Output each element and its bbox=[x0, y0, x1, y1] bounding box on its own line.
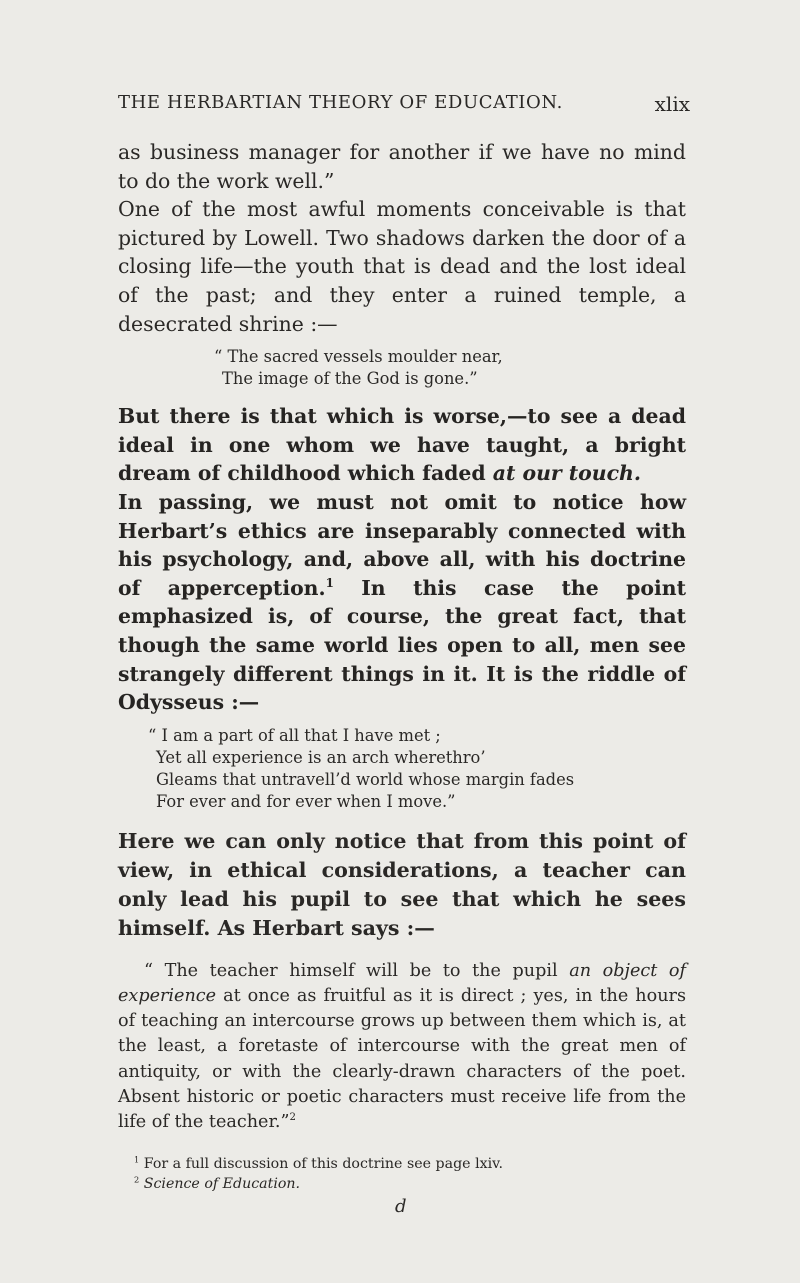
verse-quote-lowell bbox=[118, 346, 686, 390]
paragraph-4-text-end: In this case the point emphasized is, of course, the great fact, that though the same world lies open to all, men see strangely different things in it. It is the riddle of Odysseus :— bbox=[118, 575, 686, 715]
verse-line: “ The sacred vessels moulder near, bbox=[214, 347, 503, 367]
herbart-quote-italic: an object of experience bbox=[118, 960, 686, 1006]
footnote-2-mark: 2 bbox=[134, 1174, 140, 1185]
paragraph-1: as business manager for another if we have no mind to do the work well.” bbox=[118, 140, 686, 193]
paragraph-5: Here we can only notice that from this point of view, in ethical considerations, a teacher can only lead his pupil to see that which he sees himself. As Herbart says :— bbox=[118, 828, 686, 940]
paragraph-3-text: But there is that which is worse,—to see a dead ideal in one whom we have taught, a bright dream of childhood which faded bbox=[118, 404, 686, 486]
paragraph-3 bbox=[118, 402, 686, 488]
paragraph-4-text-start: In passing, we must not omit to notice how Herbart’s ethics are inseparably connected with his psychology, and, above all, with his doctrine of apperception. bbox=[118, 489, 686, 600]
paragraph-2: One of the most awful moments conceivable is that pictured by Lowell. Two shadows darken the door of a closing life—the youth that is dead and the lost ideal of the past; and they enter a ruined temple, a desecrated shrine :— bbox=[118, 197, 686, 336]
verse-quote-odysseus bbox=[118, 725, 686, 813]
footnote-ref-1: 1 bbox=[325, 575, 334, 590]
verse-line: Yet all experience is an arch wherethro’ bbox=[156, 747, 486, 767]
footnote-1-mark: 1 bbox=[134, 1154, 140, 1165]
herbart-quote-text-b: at once as fruitful as it is direct ; yes, in the hours of teaching an intercourse grows up between them which is, at the least, a foretaste of intercourse with the great men of antiquity, or with the clearly-drawn characters of the poet. Absent historic or poetic characters must receive life from the life of the teacher.” bbox=[118, 985, 686, 1132]
verse-line: Gleams that untravell’d world whose margin fades bbox=[156, 769, 575, 789]
verse-line: “ I am a part of all that I have met ; bbox=[148, 725, 441, 745]
footnote-1 bbox=[134, 1154, 674, 1174]
paragraph-4 bbox=[118, 488, 686, 717]
running-title: THE HERBARTIAN THEORY OF EDUCATION. bbox=[118, 92, 563, 113]
footnote-ref-2: 2 bbox=[289, 1112, 296, 1124]
page-body bbox=[118, 138, 686, 1135]
page-header bbox=[110, 92, 690, 118]
footnote-1-text: For a full discussion of this doctrine see page lxiv. bbox=[143, 1156, 503, 1172]
footnotes bbox=[134, 1154, 674, 1194]
verse-line: The image of the God is gone.” bbox=[222, 369, 478, 389]
page-number: xlix bbox=[654, 92, 690, 116]
herbart-quote-text-a: “ The teacher himself will be to the pupil bbox=[144, 960, 570, 981]
herbart-quote bbox=[118, 959, 686, 1135]
footnote-2-text: Science of Education. bbox=[143, 1176, 301, 1192]
verse-line: For ever and for ever when I move.” bbox=[156, 791, 456, 811]
signature-mark: d bbox=[395, 1196, 407, 1217]
footnote-2 bbox=[134, 1174, 674, 1194]
paragraph-3-italic: at our touch. bbox=[492, 461, 641, 486]
